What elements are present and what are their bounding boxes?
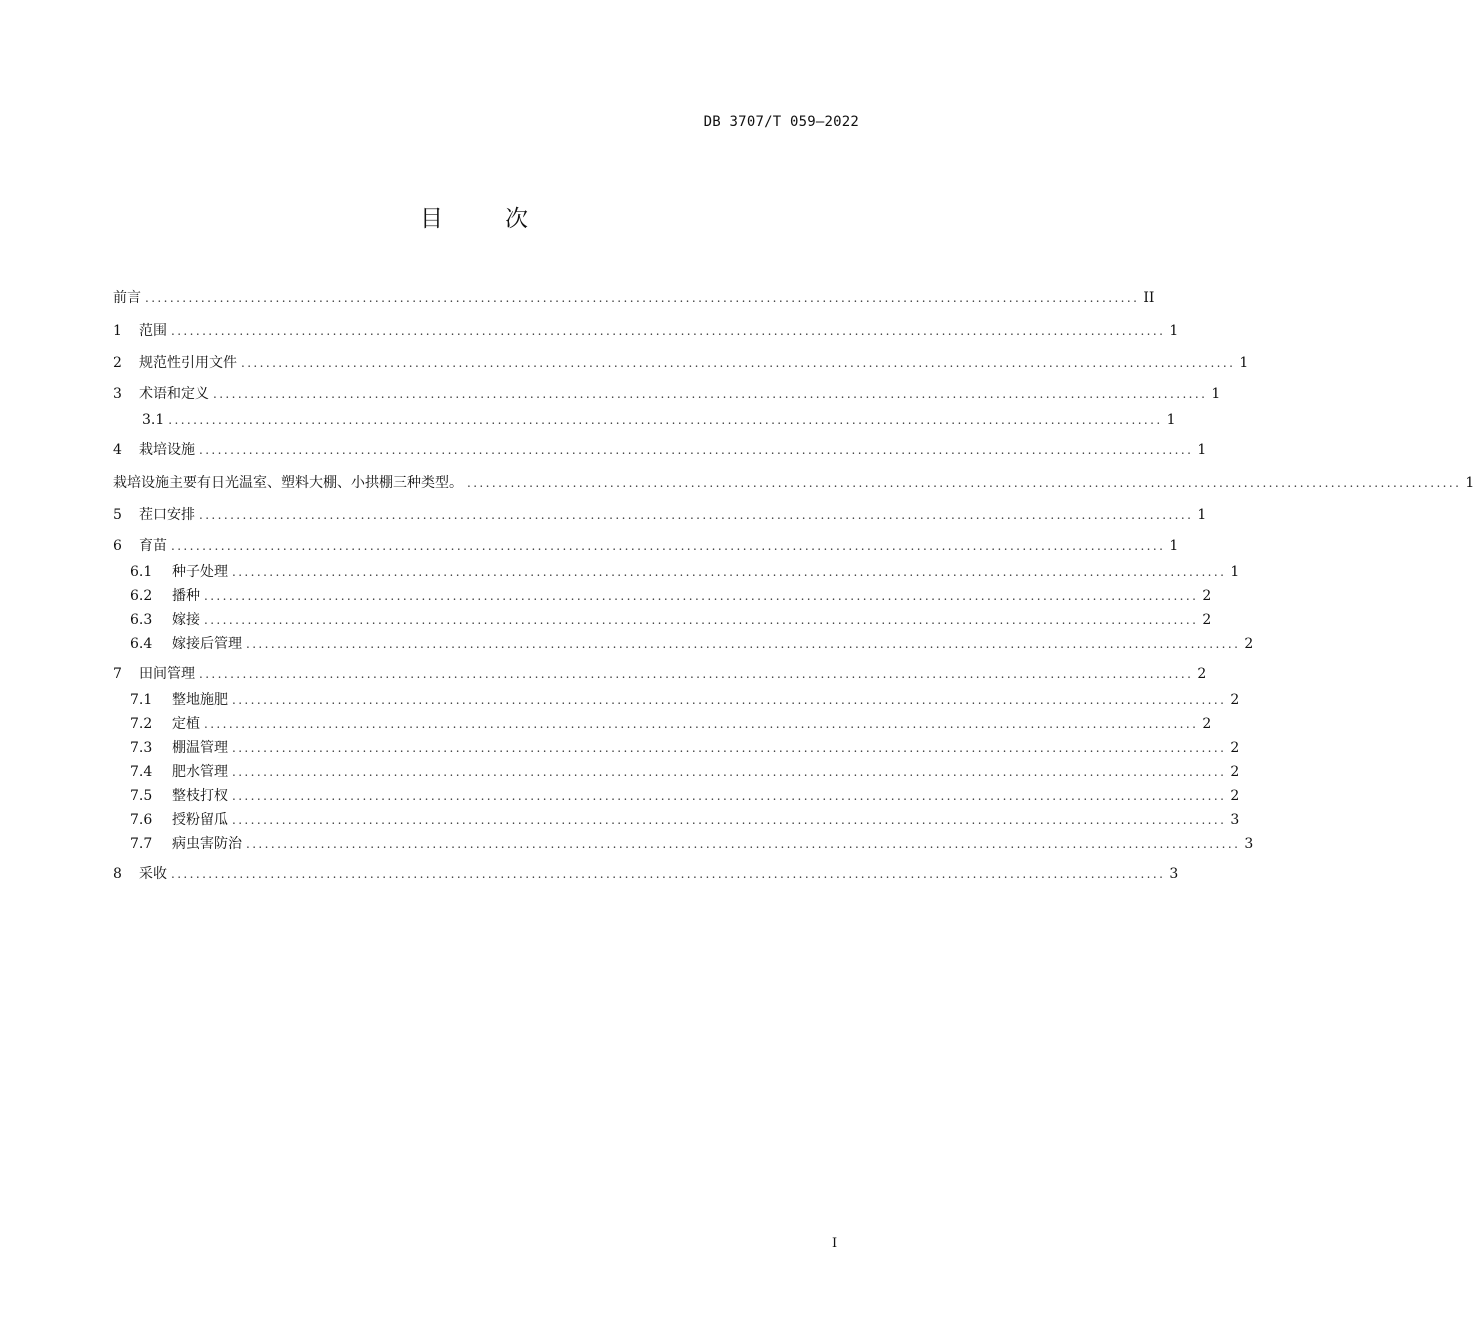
toc-leader-dots: ................................................................................................................................................................ bbox=[232, 765, 1227, 779]
toc-entry-page: 1 bbox=[1211, 386, 1221, 402]
toc-entry-label: 嫁接 bbox=[172, 612, 200, 628]
toc-entry-number: 6.1 bbox=[130, 564, 153, 580]
toc-leader-dots: ................................................................................................................................................................ bbox=[232, 741, 1227, 755]
toc-entry-7-6[interactable] bbox=[130, 810, 1240, 830]
toc-entry-number: 7.3 bbox=[130, 740, 153, 756]
toc-entry-6-4[interactable] bbox=[130, 634, 1254, 654]
toc-entry-page: 3 bbox=[1244, 836, 1254, 852]
toc-entry-6-1[interactable] bbox=[130, 562, 1240, 582]
toc-leader-dots: ................................................................................................................................................................ bbox=[145, 291, 1140, 305]
toc-leader-dots: ................................................................................................................................................................ bbox=[168, 413, 1163, 427]
toc-entry-label: 栽培设施主要有日光温室、塑料大棚、小拱棚三种类型。 bbox=[113, 475, 463, 491]
document-id: DB 3707/T 059—2022 bbox=[703, 114, 859, 130]
toc-entry-number: 7.2 bbox=[130, 716, 153, 732]
page-title-part2: 次 bbox=[505, 206, 530, 232]
toc-entry-page: 2 bbox=[1230, 764, 1240, 780]
toc-entry-1[interactable] bbox=[113, 321, 1179, 341]
toc-entry-page: 1 bbox=[1169, 538, 1179, 554]
toc-entry-number: 7 bbox=[113, 666, 122, 682]
toc-leader-dots: ................................................................................................................................................................ bbox=[171, 539, 1166, 553]
toc-entry-label: 整地施肥 bbox=[172, 692, 228, 708]
toc-entry-number: 7.4 bbox=[130, 764, 153, 780]
toc-entry-label: 采收 bbox=[139, 866, 167, 882]
toc-entry-page: 2 bbox=[1202, 612, 1212, 628]
toc-entry-number: 8 bbox=[113, 866, 122, 882]
toc-entry-page: 2 bbox=[1230, 692, 1240, 708]
toc-entry-2[interactable] bbox=[113, 353, 1249, 373]
toc-entry-page: 1 bbox=[1239, 355, 1249, 371]
toc-entry-page: 3 bbox=[1230, 812, 1240, 828]
toc-entry-number: 5 bbox=[113, 507, 122, 523]
toc-leader-dots: ................................................................................................................................................................ bbox=[232, 789, 1227, 803]
toc-entry-number: 7.6 bbox=[130, 812, 153, 828]
toc-entry-number: 3.1 bbox=[142, 412, 165, 428]
toc-leader-dots: ................................................................................................................................................................ bbox=[199, 508, 1194, 522]
toc-entry-label: 病虫害防治 bbox=[172, 836, 242, 852]
toc-entry-page: 2 bbox=[1230, 788, 1240, 804]
toc-leader-dots: ................................................................................................................................................................ bbox=[171, 867, 1166, 881]
toc-entry-label: 术语和定义 bbox=[139, 386, 209, 402]
toc-entry-page: 1 bbox=[1465, 475, 1474, 491]
toc-leader-dots: ................................................................................................................................................................ bbox=[204, 589, 1199, 603]
toc-entry-7-3[interactable] bbox=[130, 738, 1240, 758]
toc-entry-label: 茬口安排 bbox=[139, 507, 195, 523]
toc-entry-facilities-note[interactable] bbox=[113, 473, 1474, 493]
toc-entry-label: 肥水管理 bbox=[172, 764, 228, 780]
page-number: I bbox=[832, 1236, 838, 1251]
toc-entry-number: 7.7 bbox=[130, 836, 153, 852]
toc-leader-dots: ................................................................................................................................................................ bbox=[467, 476, 1462, 490]
toc-entry-label: 种子处理 bbox=[172, 564, 228, 580]
toc-leader-dots: ................................................................................................................................................................ bbox=[213, 387, 1208, 401]
toc-entry-page: 3 bbox=[1169, 866, 1179, 882]
toc-entry-label: 整枝打杈 bbox=[172, 788, 228, 804]
toc-leader-dots: ................................................................................................................................................................ bbox=[246, 837, 1241, 851]
toc-entry-page: 1 bbox=[1197, 507, 1207, 523]
toc-entry-label: 范围 bbox=[139, 323, 167, 339]
toc-entry-7-5[interactable] bbox=[130, 786, 1240, 806]
toc-entry-number: 6.4 bbox=[130, 636, 153, 652]
toc-entry-number: 7.1 bbox=[130, 692, 153, 708]
toc-entry-5[interactable] bbox=[113, 505, 1207, 525]
toc-entry-label: 前言 bbox=[113, 290, 141, 306]
toc-leader-dots: ................................................................................................................................................................ bbox=[232, 813, 1227, 827]
toc-leader-dots: ................................................................................................................................................................ bbox=[199, 443, 1194, 457]
toc-entry-8[interactable] bbox=[113, 864, 1179, 884]
toc-entry-number: 6.2 bbox=[130, 588, 153, 604]
toc-entry-7-1[interactable] bbox=[130, 690, 1240, 710]
toc-entry-7[interactable] bbox=[113, 664, 1207, 684]
toc-entry-page: 2 bbox=[1202, 716, 1212, 732]
toc-leader-dots: ................................................................................................................................................................ bbox=[204, 717, 1199, 731]
toc-entry-label: 播种 bbox=[172, 588, 200, 604]
toc-entry-page: 2 bbox=[1202, 588, 1212, 604]
toc-entry-label: 规范性引用文件 bbox=[139, 355, 237, 371]
toc-leader-dots: ................................................................................................................................................................ bbox=[241, 356, 1236, 370]
toc-leader-dots: ................................................................................................................................................................ bbox=[199, 667, 1194, 681]
toc-leader-dots: ................................................................................................................................................................ bbox=[171, 324, 1166, 338]
toc-entry-label: 授粉留瓜 bbox=[172, 812, 228, 828]
toc-leader-dots: ................................................................................................................................................................ bbox=[232, 565, 1227, 579]
toc-entry-3-1[interactable] bbox=[130, 410, 1176, 430]
toc-entry-page: 1 bbox=[1166, 412, 1176, 428]
toc-entry-label: 棚温管理 bbox=[172, 740, 228, 756]
toc-leader-dots: ................................................................................................................................................................ bbox=[204, 613, 1199, 627]
toc-entry-6-2[interactable] bbox=[130, 586, 1212, 606]
toc-entry-label: 田间管理 bbox=[139, 666, 195, 682]
toc-entry-7-7[interactable] bbox=[130, 834, 1254, 854]
toc-entry-number: 6 bbox=[113, 538, 122, 554]
toc-entry-page: 2 bbox=[1230, 740, 1240, 756]
toc-entry-number: 2 bbox=[113, 355, 122, 371]
toc-entry-number: 6.3 bbox=[130, 612, 153, 628]
toc-entry-4[interactable] bbox=[113, 440, 1207, 460]
toc-entry-page: 2 bbox=[1197, 666, 1207, 682]
toc-entry-number: 1 bbox=[113, 323, 122, 339]
toc-entry-page: 1 bbox=[1230, 564, 1240, 580]
toc-entry-number: 7.5 bbox=[130, 788, 153, 804]
toc-entry-number: 3 bbox=[113, 386, 122, 402]
toc-entry-3[interactable] bbox=[113, 384, 1221, 404]
toc-entry-page: 2 bbox=[1244, 636, 1254, 652]
toc-entry-page: 1 bbox=[1169, 323, 1179, 339]
page-title-part1: 目 bbox=[420, 206, 445, 232]
toc-entry-6-3[interactable] bbox=[130, 610, 1212, 630]
toc-entry-foreword[interactable] bbox=[113, 288, 1155, 308]
toc-entry-page: 1 bbox=[1197, 442, 1207, 458]
toc-entry-7-4[interactable] bbox=[130, 762, 1240, 782]
toc-entry-7-2[interactable] bbox=[130, 714, 1212, 734]
toc-entry-6[interactable] bbox=[113, 536, 1179, 556]
toc-entry-label: 育苗 bbox=[139, 538, 167, 554]
toc-entry-page: II bbox=[1143, 290, 1155, 306]
toc-entry-number: 4 bbox=[113, 442, 122, 458]
toc-entry-label: 定植 bbox=[172, 716, 200, 732]
toc-entry-label: 嫁接后管理 bbox=[172, 636, 242, 652]
toc-leader-dots: ................................................................................................................................................................ bbox=[232, 693, 1227, 707]
toc-entry-label: 栽培设施 bbox=[139, 442, 195, 458]
toc-leader-dots: ................................................................................................................................................................ bbox=[246, 637, 1241, 651]
